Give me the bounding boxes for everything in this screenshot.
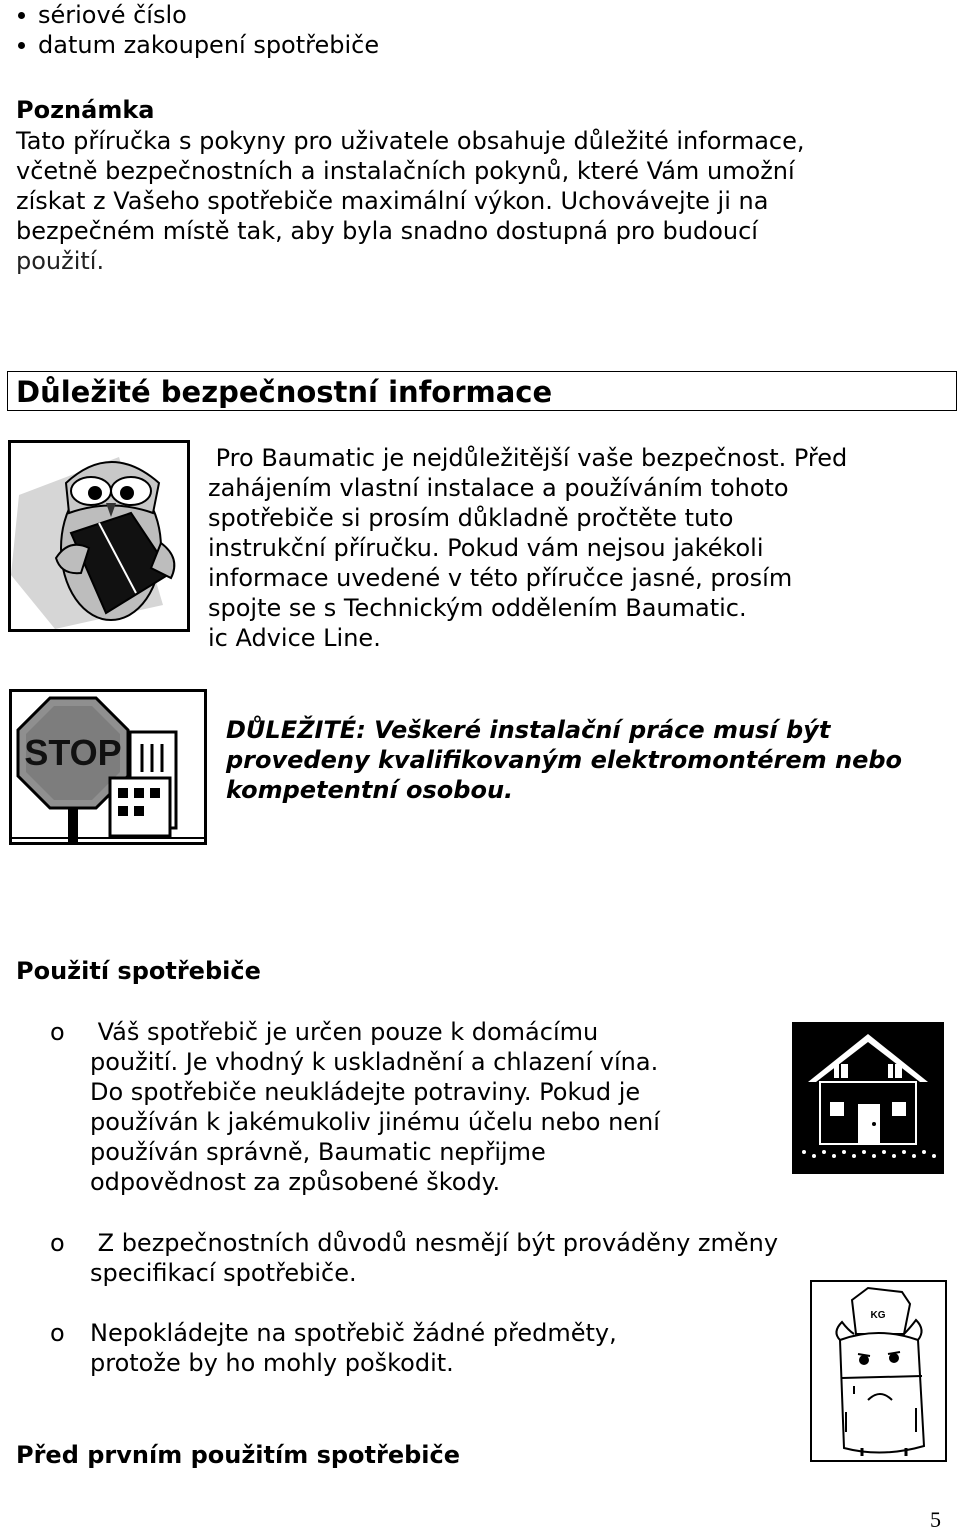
safety-intro-line: spotřebiče si prosím důkladně pročtěte tuto <box>208 504 734 532</box>
usage-item <box>90 1228 778 1288</box>
usage-line: používán správně, Baumatic nepřijme <box>90 1138 546 1166</box>
safety-intro-line: instrukční příručku. Pokud vám nejsou jakékoli <box>208 534 764 562</box>
usage-line: odpovědnost za způsobené škody. <box>90 1168 501 1196</box>
page-number: 5 <box>930 1507 941 1532</box>
safety-intro <box>208 443 847 653</box>
top-bullet-date: datum zakoupení spotřebiče <box>38 31 380 59</box>
safety-intro-line: informace uvedené v této příručce jasné, prosím <box>208 564 793 592</box>
usage-line: Z bezpečnostních důvodů nesmějí být prováděny změny <box>90 1229 779 1257</box>
note-line: včetně bezpečnostních a instalačních pokynů, které Vám umožní <box>16 157 795 185</box>
safety-heading-box <box>7 371 957 411</box>
bullet-dot <box>18 42 25 49</box>
usage-item <box>90 1318 617 1378</box>
stop-sign-icon <box>9 689 207 845</box>
owl-reading-icon <box>8 440 190 632</box>
bullet-dot <box>18 12 25 19</box>
safety-intro-line: spojte se s Technickým oddělením Baumatic. <box>208 594 747 622</box>
usage-marker: o <box>50 1229 65 1257</box>
note-line: bezpečném místě tak, aby byla snadno dostupná pro budoucí <box>16 217 758 245</box>
note-line: Tato příručka s pokyny pro uživatele obsahuje důležité informace, <box>16 127 805 155</box>
note-paragraph <box>16 126 805 276</box>
usage-line: protože by ho mohly poškodit. <box>90 1349 454 1377</box>
stop-sign-text: STOP <box>24 732 122 773</box>
usage-heading: Použití spotřebiče <box>16 957 261 985</box>
usage-line: Váš spotřebič je určen pouze k domácímu <box>90 1018 599 1046</box>
note-line: získat z Vašeho spotřebiče maximální výkon. Uchovávejte ji na <box>16 187 769 215</box>
safety-intro-line: zahájením vlastní instalace a používáním tohoto <box>208 474 789 502</box>
note-heading: Poznámka <box>16 96 155 124</box>
safety-heading: Důležité bezpečnostní informace <box>16 375 553 409</box>
safety-warning <box>226 715 902 805</box>
usage-line: používán k jakémukoliv jinému účelu nebo není <box>90 1108 660 1136</box>
usage-item <box>90 1017 660 1197</box>
next-section-heading: Před prvním použitím spotřebiče <box>16 1441 461 1469</box>
warning-line: DŮLEŽITÉ: Veškeré instalační práce musí být <box>226 716 831 744</box>
usage-line: Nepokládejte na spotřebič žádné předměty, <box>90 1319 617 1347</box>
top-bullet-serial: sériové číslo <box>38 1 187 29</box>
usage-line: specifikací spotřebiče. <box>90 1259 357 1287</box>
safety-intro-line: Pro Baumatic je nejdůležitější vaše bezpečnost. Před <box>208 444 848 472</box>
warning-line: kompetentní osobou. <box>226 776 514 804</box>
usage-marker: o <box>50 1319 65 1347</box>
box-label: KG <box>870 1310 886 1321</box>
note-line: použití. <box>16 247 105 275</box>
house-icon <box>792 1022 944 1174</box>
warning-line: provedeny kvalifikovaným elektromontérem nebo <box>226 746 903 774</box>
usage-marker: o <box>50 1018 65 1046</box>
safety-intro-line: ic Advice Line. <box>208 624 381 652</box>
fridge-weight-icon <box>810 1280 947 1462</box>
usage-line: použití. Je vhodný k uskladnění a chlazení vína. <box>90 1048 659 1076</box>
usage-line: Do spotřebiče neukládejte potraviny. Pokud je <box>90 1078 641 1106</box>
